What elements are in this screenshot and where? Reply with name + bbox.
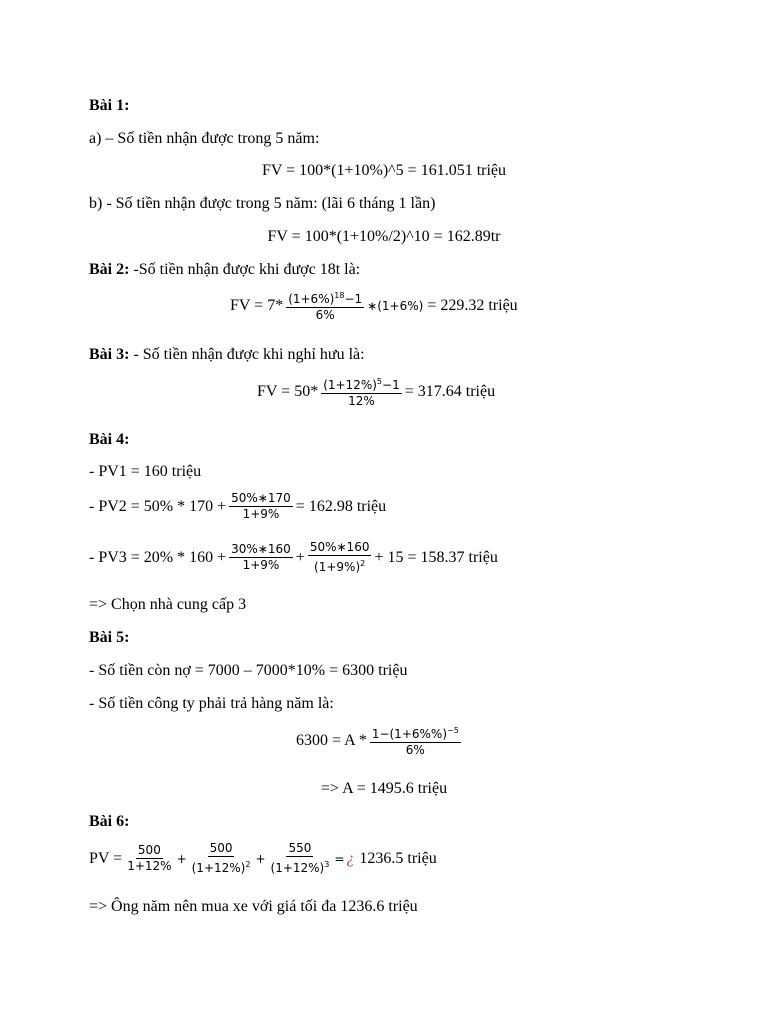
b6-equals: = [334, 851, 345, 866]
b2-formula [230, 288, 518, 323]
b3-heading [89, 345, 365, 365]
b6-conclusion: => Ông năm nên mua xe với giá tối đa 1236.6 triệu [89, 898, 418, 915]
b5-annual: - Số tiền công ty phải trả hàng năm là: [89, 695, 334, 712]
b4-pv3-lhs: - PV3 = 20% * 160 + [89, 548, 227, 566]
b1-title: Bài 1: [89, 97, 130, 114]
b4-pv2-result: = 162.98 triệu [295, 497, 387, 515]
b4-pv2-formula [89, 491, 386, 522]
b4-pv1: - PV1 = 160 triệu [89, 463, 202, 480]
b4-title: Bài 4: [89, 431, 130, 448]
b6-numerator-1: 500 [137, 843, 161, 857]
b3-num-exp: 5 [376, 377, 383, 386]
b2-text: -Số tiền nhận được khi được 18t là: [129, 261, 361, 278]
b2-title: Bài 2: [89, 261, 130, 278]
b6-d3-base: (1+12%) [270, 861, 325, 875]
b6-plus-2: + [255, 851, 266, 866]
b5-debt: - Số tiền còn nợ = 7000 – 7000*10% = 6300 triệu [89, 662, 408, 679]
b4-pv2-numerator: 50%∗170 [231, 491, 291, 505]
b5-lhs: 6300 = A * [296, 731, 367, 749]
b4-pv3-fraction-1 [229, 542, 293, 573]
b5-title: Bài 5: [89, 629, 130, 646]
b6-plus-1: + [176, 851, 187, 866]
b3-text: - Số tiền nhận được khi nghỉ hưu là: [129, 346, 365, 363]
b2-lhs: FV = 7* [230, 296, 284, 314]
b3-numerator [321, 374, 402, 394]
b6-title: Bài 6: [89, 813, 130, 830]
b6-result: 1236.5 triệu [359, 849, 437, 867]
b1-part-b: b) - Số tiền nhận được trong 5 năm: (lãi 6 tháng 1 lần) [89, 195, 436, 212]
b3-denominator: 12% [348, 394, 375, 408]
b5-num-exp: −5 [447, 726, 459, 735]
b4-pv3-denominator-2 [312, 556, 367, 575]
b2-result: = 229.32 triệu [427, 296, 518, 314]
b6-d2-exp: 2 [245, 860, 251, 869]
b4-pv3-result: + 15 = 158.37 triệu [374, 548, 498, 566]
b6-fraction-3 [269, 841, 332, 876]
b6-numerator-2: 500 [209, 841, 233, 855]
b5-formula [296, 723, 464, 758]
b5-denominator: 6% [405, 743, 425, 757]
b1-fv-a: FV = 100*(1+10%)^5 = 161.051 triệu [261, 162, 507, 179]
b2-mult: ∗(1+6%) [367, 298, 424, 313]
b4-pv2-lhs: - PV2 = 50% * 170 + [89, 497, 227, 515]
b6-denominator-3 [269, 857, 332, 876]
b4-pv3-fraction-2 [308, 540, 372, 575]
b4-pv3-plus: + [295, 548, 305, 566]
b5-num-base: 1−(1+6%%) [371, 727, 447, 741]
b4-pv3-numerator-1: 30%∗160 [231, 542, 291, 556]
b3-num-minus: −1 [382, 378, 400, 392]
b4-pv3-numerator-2: 50%∗160 [309, 540, 370, 554]
b4-choice: => Chọn nhà cung cấp 3 [89, 596, 247, 613]
b5-fraction [370, 723, 461, 758]
b2-fraction [286, 288, 364, 323]
b5-answer: => A = 1495.6 triệu [320, 780, 448, 797]
b3-result: = 317.64 triệu [404, 382, 496, 400]
b3-formula [257, 374, 495, 409]
b3-title: Bài 3: [89, 346, 130, 363]
b2-num-minus: −1 [344, 292, 363, 306]
b3-lhs: FV = 50* [257, 382, 319, 400]
b1-fv-b: FV = 100*(1+10%/2)^10 = 162.89tr [267, 228, 501, 245]
b6-lhs: PV = [89, 849, 123, 867]
b6-d3-exp: 3 [324, 860, 330, 869]
b6-fraction-2 [190, 841, 253, 876]
b4-pv2-fraction [229, 491, 293, 522]
b6-mark: ¿ [346, 849, 355, 867]
b1-part-a: a) – Số tiền nhận được trong 5 năm: [89, 130, 320, 147]
b3-fraction [321, 374, 402, 409]
b2-num-exp: 18 [334, 291, 345, 300]
b2-numerator [286, 288, 364, 308]
b3-num-base: (1+12%) [323, 378, 377, 392]
b6-formula [89, 841, 437, 876]
b4-pv3-denominator-1: 1+9% [242, 558, 280, 572]
b6-d2-base: (1+12%) [191, 861, 246, 875]
b2-denominator: 6% [315, 308, 335, 322]
b6-denominator-1: 1+12% [127, 859, 172, 873]
b4-pv3-den2-base: (1+9%) [314, 560, 361, 574]
b6-fraction-1 [125, 843, 173, 874]
b4-pv3-formula [89, 540, 498, 575]
b4-pv2-denominator: 1+9% [242, 507, 280, 521]
b6-denominator-2 [190, 857, 253, 876]
b4-pv3-den2-exp: 2 [360, 559, 366, 568]
b6-numerator-3: 550 [288, 841, 312, 855]
b2-num-base: (1+6%) [288, 292, 335, 306]
b2-heading [89, 260, 360, 280]
b5-numerator [370, 723, 461, 743]
